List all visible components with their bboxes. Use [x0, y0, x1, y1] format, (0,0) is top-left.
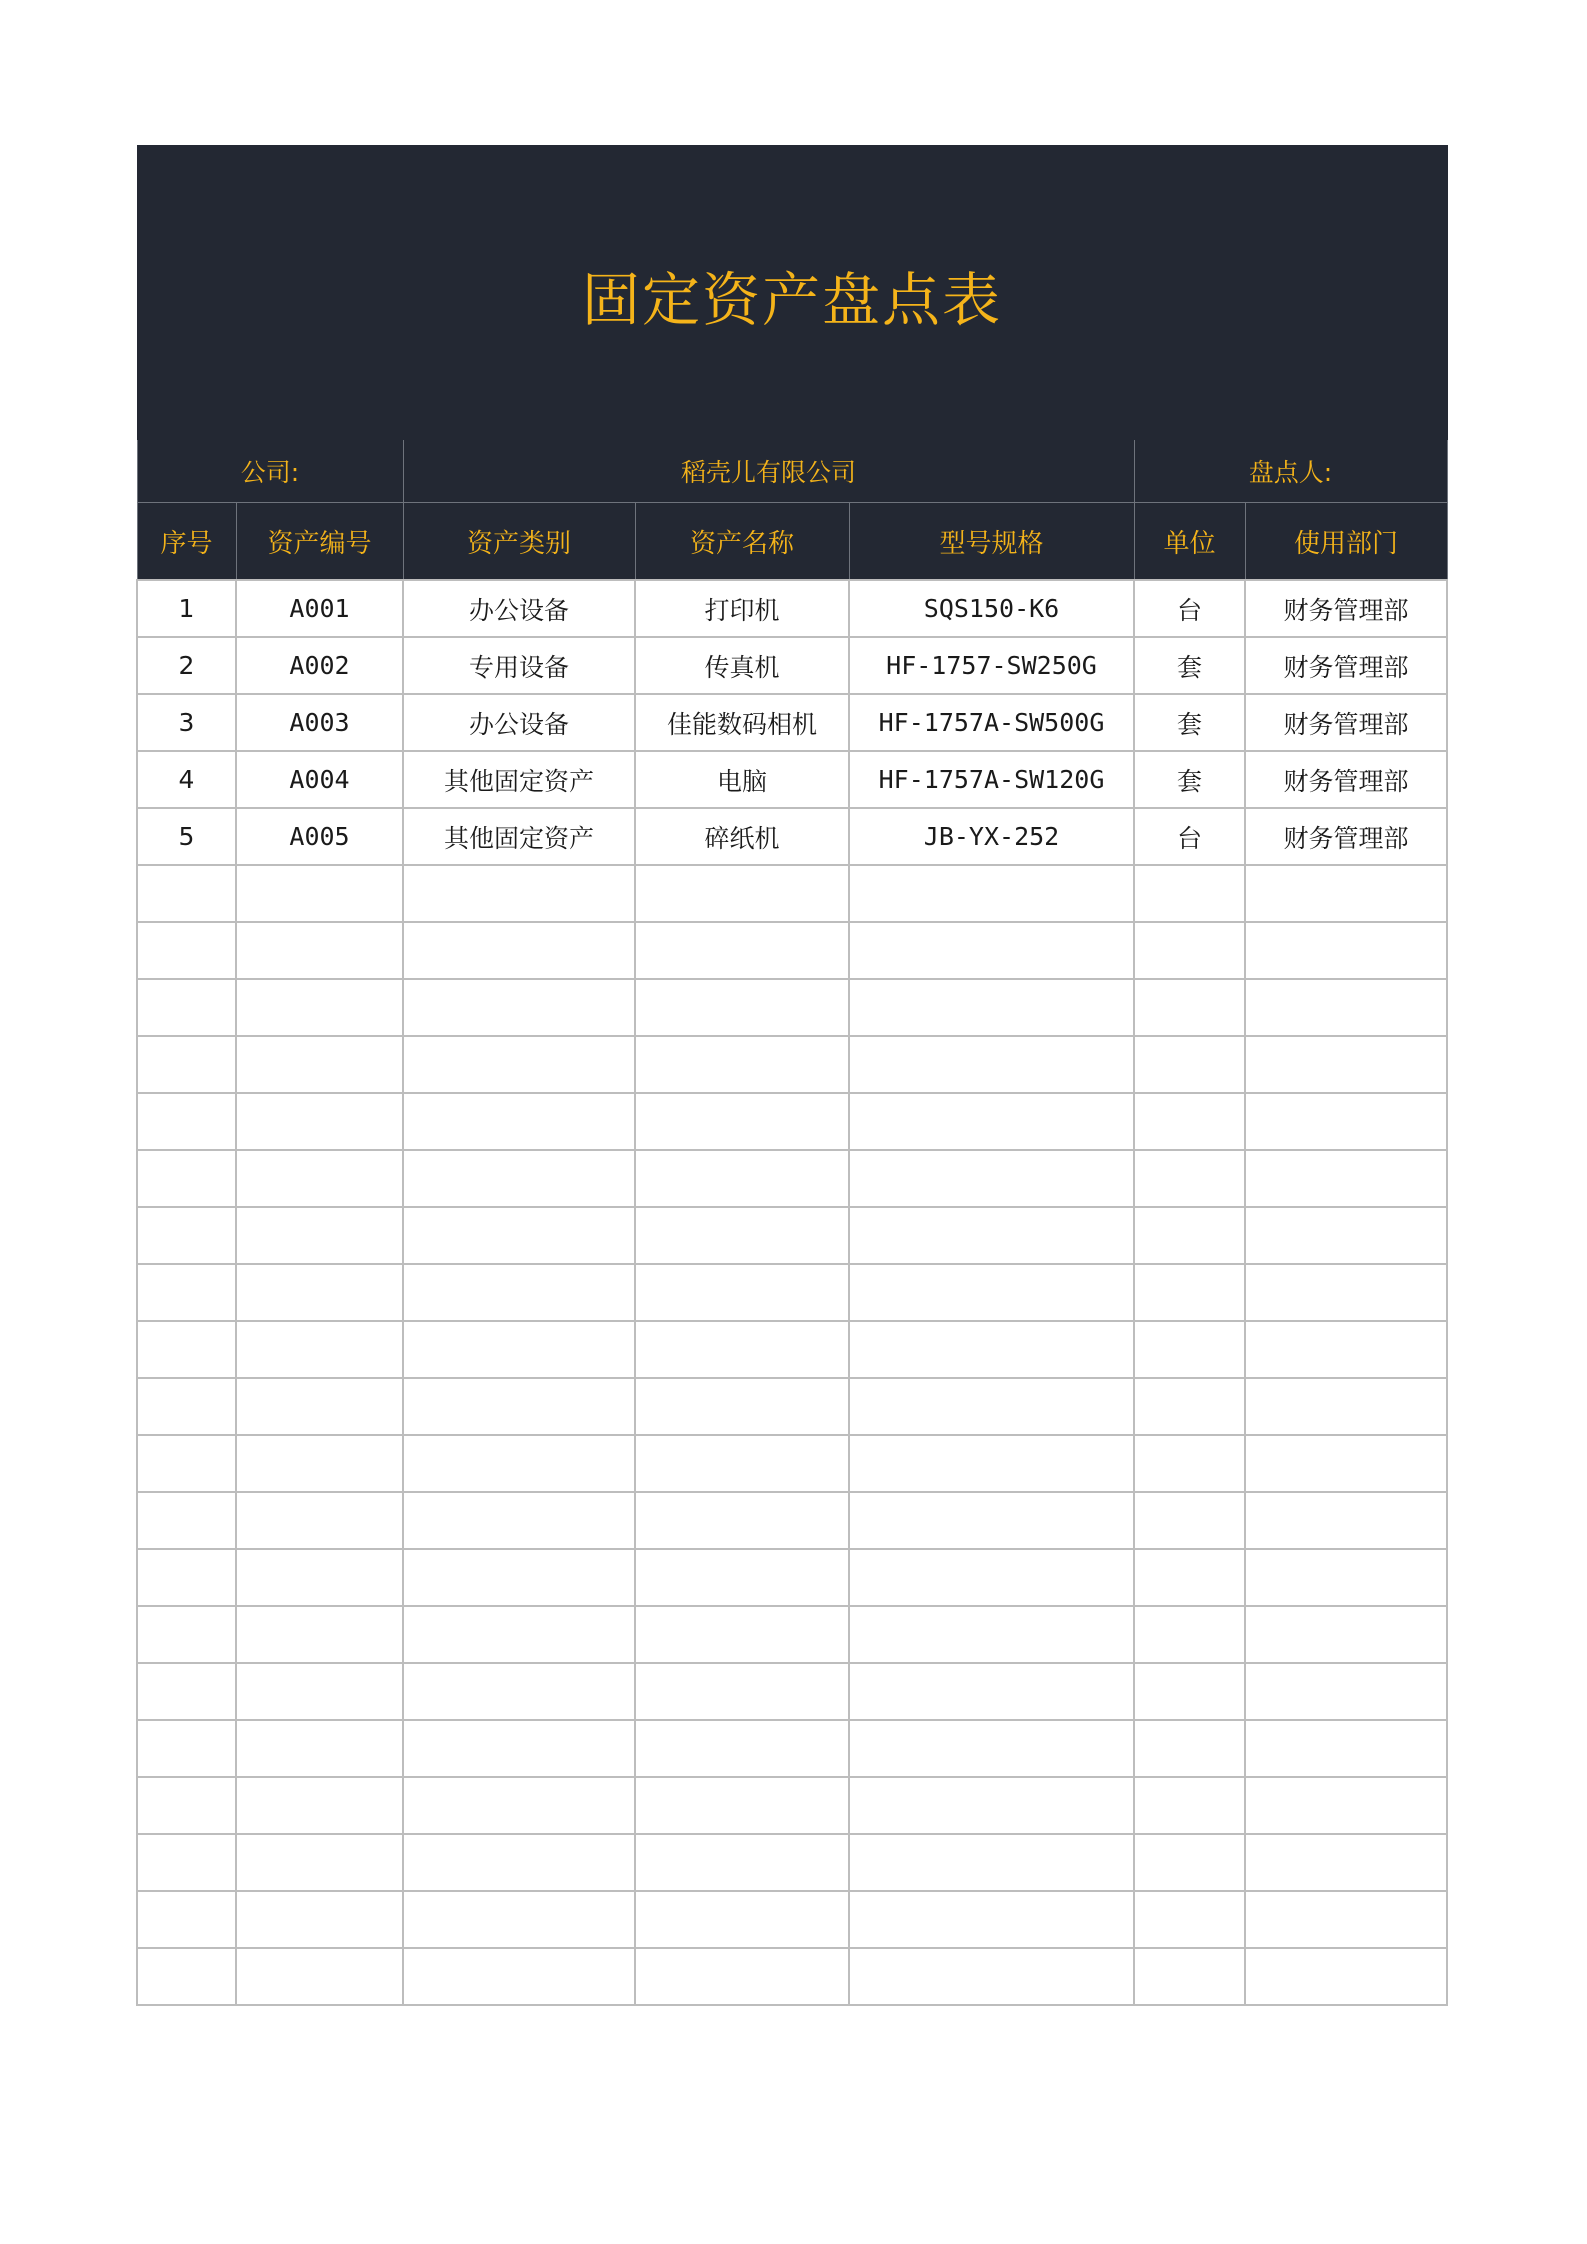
empty-cell[interactable] — [635, 1663, 849, 1720]
empty-cell[interactable] — [849, 1264, 1134, 1321]
cell-category[interactable]: 专用设备 — [403, 637, 635, 694]
column-header-department[interactable]: 使用部门 — [1245, 503, 1447, 581]
empty-cell[interactable] — [236, 1549, 403, 1606]
empty-table-row — [137, 865, 1447, 922]
cell-category[interactable]: 办公设备 — [403, 580, 635, 637]
cell-asset-name[interactable]: 传真机 — [635, 637, 849, 694]
empty-cell[interactable] — [236, 1321, 403, 1378]
empty-cell[interactable] — [1245, 1891, 1447, 1948]
empty-cell[interactable] — [236, 1207, 403, 1264]
cell-category[interactable]: 其他固定资产 — [403, 808, 635, 865]
empty-cell[interactable] — [635, 1435, 849, 1492]
empty-cell[interactable] — [137, 1492, 236, 1549]
empty-cell[interactable] — [1134, 865, 1245, 922]
empty-cell[interactable] — [1245, 979, 1447, 1036]
empty-cell[interactable] — [137, 1663, 236, 1720]
cell-asset-name[interactable]: 电脑 — [635, 751, 849, 808]
cell-model[interactable]: JB-YX-252 — [849, 808, 1134, 865]
empty-cell[interactable] — [1245, 1720, 1447, 1777]
empty-cell[interactable] — [137, 1777, 236, 1834]
column-header-asset-id[interactable]: 资产编号 — [236, 503, 403, 581]
empty-cell[interactable] — [1134, 1834, 1245, 1891]
empty-cell[interactable] — [1134, 1891, 1245, 1948]
cell-asset-id[interactable]: A001 — [236, 580, 403, 637]
empty-cell[interactable] — [849, 1435, 1134, 1492]
cell-unit[interactable]: 台 — [1134, 808, 1245, 865]
column-header-unit[interactable]: 单位 — [1134, 503, 1245, 581]
empty-cell[interactable] — [849, 1663, 1134, 1720]
empty-table-row — [137, 1321, 1447, 1378]
empty-cell[interactable] — [137, 1948, 236, 2005]
empty-cell[interactable] — [1245, 1948, 1447, 2005]
empty-cell[interactable] — [403, 1036, 635, 1093]
cell-asset-id[interactable]: A005 — [236, 808, 403, 865]
cell-department[interactable]: 财务管理部 — [1245, 808, 1447, 865]
company-label[interactable]: 公司: — [137, 440, 403, 503]
empty-cell[interactable] — [1134, 1948, 1245, 2005]
empty-cell[interactable] — [236, 1150, 403, 1207]
empty-cell[interactable] — [1245, 1492, 1447, 1549]
empty-cell[interactable] — [403, 1720, 635, 1777]
cell-model[interactable]: HF-1757A-SW120G — [849, 751, 1134, 808]
empty-table-row — [137, 922, 1447, 979]
empty-cell[interactable] — [1134, 1720, 1245, 1777]
empty-cell[interactable] — [849, 1720, 1134, 1777]
cell-department[interactable]: 财务管理部 — [1245, 751, 1447, 808]
empty-cell[interactable] — [849, 922, 1134, 979]
cell-asset-id[interactable]: A003 — [236, 694, 403, 751]
empty-cell[interactable] — [635, 1549, 849, 1606]
empty-cell[interactable] — [849, 1321, 1134, 1378]
cell-department[interactable]: 财务管理部 — [1245, 580, 1447, 637]
empty-table-row — [137, 1606, 1447, 1663]
empty-cell[interactable] — [236, 1834, 403, 1891]
empty-cell[interactable] — [1134, 1036, 1245, 1093]
empty-table-row — [137, 1948, 1447, 2005]
empty-cell[interactable] — [849, 1777, 1134, 1834]
cell-unit[interactable]: 套 — [1134, 751, 1245, 808]
empty-cell[interactable] — [635, 865, 849, 922]
empty-cell[interactable] — [137, 1549, 236, 1606]
empty-cell[interactable] — [236, 1378, 403, 1435]
column-header-model[interactable]: 型号规格 — [849, 503, 1134, 581]
empty-cell[interactable] — [236, 865, 403, 922]
column-header-row — [137, 503, 1447, 581]
empty-cell[interactable] — [1134, 1663, 1245, 1720]
empty-cell[interactable] — [236, 1948, 403, 2005]
empty-cell[interactable] — [1245, 1036, 1447, 1093]
cell-asset-id[interactable]: A004 — [236, 751, 403, 808]
empty-table-row — [137, 1150, 1447, 1207]
asset-table — [136, 145, 1448, 2006]
empty-cell[interactable] — [635, 922, 849, 979]
empty-cell[interactable] — [236, 922, 403, 979]
empty-cell[interactable] — [403, 1606, 635, 1663]
empty-cell[interactable] — [403, 922, 635, 979]
empty-cell[interactable] — [236, 1891, 403, 1948]
empty-cell[interactable] — [403, 1663, 635, 1720]
empty-table-row — [137, 1663, 1447, 1720]
empty-cell[interactable] — [849, 1891, 1134, 1948]
empty-cell[interactable] — [635, 1834, 849, 1891]
empty-cell[interactable] — [849, 1606, 1134, 1663]
empty-cell[interactable] — [403, 1435, 635, 1492]
empty-table-row — [137, 979, 1447, 1036]
empty-cell[interactable] — [137, 1891, 236, 1948]
empty-cell[interactable] — [849, 1150, 1134, 1207]
empty-cell[interactable] — [849, 1948, 1134, 2005]
empty-cell[interactable] — [1134, 1492, 1245, 1549]
empty-cell[interactable] — [1245, 1834, 1447, 1891]
empty-cell[interactable] — [849, 1549, 1134, 1606]
empty-cell[interactable] — [635, 1777, 849, 1834]
empty-cell[interactable] — [236, 1492, 403, 1549]
empty-cell[interactable] — [137, 1150, 236, 1207]
empty-table-row — [137, 1834, 1447, 1891]
asset-inventory-sheet — [136, 145, 1446, 2006]
empty-cell[interactable] — [403, 1891, 635, 1948]
cell-model[interactable]: HF-1757A-SW500G — [849, 694, 1134, 751]
empty-cell[interactable] — [1134, 1150, 1245, 1207]
sheet-title: 固定资产盘点表 — [582, 265, 1003, 334]
empty-cell[interactable] — [403, 1150, 635, 1207]
cell-department[interactable]: 财务管理部 — [1245, 637, 1447, 694]
empty-cell[interactable] — [137, 1720, 236, 1777]
cell-unit[interactable]: 台 — [1134, 580, 1245, 637]
counter-label[interactable]: 盘点人: — [1134, 440, 1447, 503]
cell-model[interactable]: HF-1757-SW250G — [849, 637, 1134, 694]
empty-cell[interactable] — [1245, 1264, 1447, 1321]
cell-asset-id[interactable]: A002 — [236, 637, 403, 694]
empty-cell[interactable] — [137, 1207, 236, 1264]
empty-cell[interactable] — [635, 1093, 849, 1150]
empty-cell[interactable] — [403, 1777, 635, 1834]
empty-cell[interactable] — [236, 1435, 403, 1492]
empty-cell[interactable] — [403, 1321, 635, 1378]
cell-index[interactable]: 3 — [137, 694, 236, 751]
cell-category[interactable]: 其他固定资产 — [403, 751, 635, 808]
empty-cell[interactable] — [236, 979, 403, 1036]
empty-cell[interactable] — [137, 1093, 236, 1150]
cell-model[interactable]: SQS150-K6 — [849, 580, 1134, 637]
empty-cell[interactable] — [403, 1264, 635, 1321]
empty-table-row — [137, 1093, 1447, 1150]
cell-index[interactable]: 1 — [137, 580, 236, 637]
cell-unit[interactable]: 套 — [1134, 694, 1245, 751]
cell-category[interactable]: 办公设备 — [403, 694, 635, 751]
empty-cell[interactable] — [1245, 1093, 1447, 1150]
empty-cell[interactable] — [236, 1036, 403, 1093]
empty-table-row — [137, 1720, 1447, 1777]
empty-cell[interactable] — [635, 1492, 849, 1549]
empty-cell[interactable] — [236, 1093, 403, 1150]
empty-cell[interactable] — [635, 1207, 849, 1264]
empty-cell[interactable] — [635, 979, 849, 1036]
cell-asset-name[interactable]: 碎纸机 — [635, 808, 849, 865]
empty-cell[interactable] — [403, 1207, 635, 1264]
empty-cell[interactable] — [137, 1435, 236, 1492]
empty-cell[interactable] — [1134, 1378, 1245, 1435]
empty-cell[interactable] — [403, 1948, 635, 2005]
cell-index[interactable]: 4 — [137, 751, 236, 808]
empty-cell[interactable] — [1245, 1606, 1447, 1663]
table-row — [137, 751, 1447, 808]
empty-cell[interactable] — [849, 1093, 1134, 1150]
empty-cell[interactable] — [635, 1606, 849, 1663]
cell-index[interactable]: 2 — [137, 637, 236, 694]
empty-cell[interactable] — [403, 1093, 635, 1150]
table-row — [137, 808, 1447, 865]
empty-table-row — [137, 1435, 1447, 1492]
empty-table-row — [137, 1891, 1447, 1948]
empty-cell[interactable] — [635, 1948, 849, 2005]
table-row — [137, 694, 1447, 751]
empty-cell[interactable] — [137, 865, 236, 922]
empty-cell[interactable] — [849, 1378, 1134, 1435]
empty-cell[interactable] — [1134, 1606, 1245, 1663]
empty-cell[interactable] — [137, 922, 236, 979]
empty-cell[interactable] — [403, 865, 635, 922]
empty-cell[interactable] — [1134, 1777, 1245, 1834]
empty-cell[interactable] — [1245, 1777, 1447, 1834]
empty-cell[interactable] — [1134, 1207, 1245, 1264]
empty-cell[interactable] — [849, 1834, 1134, 1891]
empty-cell[interactable] — [849, 1036, 1134, 1093]
empty-cell[interactable] — [1134, 922, 1245, 979]
empty-cell[interactable] — [403, 979, 635, 1036]
empty-cell[interactable] — [849, 865, 1134, 922]
empty-cell[interactable] — [1245, 1150, 1447, 1207]
empty-cell[interactable] — [1134, 1264, 1245, 1321]
company-value[interactable]: 稻壳儿有限公司 — [403, 440, 1134, 503]
cell-index[interactable]: 5 — [137, 808, 236, 865]
empty-cell[interactable] — [1134, 1435, 1245, 1492]
empty-table-row — [137, 1492, 1447, 1549]
sheet-title-cell[interactable] — [137, 146, 1447, 440]
empty-cell[interactable] — [635, 1150, 849, 1207]
empty-cell[interactable] — [1245, 1663, 1447, 1720]
empty-cell[interactable] — [403, 1549, 635, 1606]
empty-cell[interactable] — [849, 1492, 1134, 1549]
empty-table-row — [137, 1777, 1447, 1834]
empty-cell[interactable] — [1245, 1549, 1447, 1606]
empty-cell[interactable] — [403, 1492, 635, 1549]
empty-cell[interactable] — [1245, 1378, 1447, 1435]
empty-cell[interactable] — [1134, 979, 1245, 1036]
empty-cell[interactable] — [635, 1378, 849, 1435]
empty-cell[interactable] — [137, 1834, 236, 1891]
empty-cell[interactable] — [137, 1606, 236, 1663]
table-row — [137, 637, 1447, 694]
table-body — [137, 580, 1447, 2005]
table-row — [137, 580, 1447, 637]
empty-cell[interactable] — [236, 1264, 403, 1321]
empty-cell[interactable] — [635, 1264, 849, 1321]
empty-cell[interactable] — [635, 1720, 849, 1777]
empty-cell[interactable] — [635, 1891, 849, 1948]
empty-cell[interactable] — [236, 1720, 403, 1777]
column-header-index[interactable]: 序号 — [137, 503, 236, 581]
cell-department[interactable]: 财务管理部 — [1245, 694, 1447, 751]
empty-cell[interactable] — [635, 1321, 849, 1378]
empty-cell[interactable] — [849, 979, 1134, 1036]
empty-table-row — [137, 1036, 1447, 1093]
empty-cell[interactable] — [1245, 1435, 1447, 1492]
empty-cell[interactable] — [236, 1777, 403, 1834]
empty-cell[interactable] — [137, 1321, 236, 1378]
empty-cell[interactable] — [1245, 1207, 1447, 1264]
empty-cell[interactable] — [1134, 1549, 1245, 1606]
cell-asset-name[interactable]: 打印机 — [635, 580, 849, 637]
empty-cell[interactable] — [137, 1036, 236, 1093]
empty-cell[interactable] — [1245, 922, 1447, 979]
empty-cell[interactable] — [1134, 1093, 1245, 1150]
empty-table-row — [137, 1264, 1447, 1321]
cell-asset-name[interactable]: 佳能数码相机 — [635, 694, 849, 751]
empty-cell[interactable] — [1134, 1321, 1245, 1378]
empty-table-row — [137, 1207, 1447, 1264]
column-header-category[interactable]: 资产类别 — [403, 503, 635, 581]
empty-cell[interactable] — [137, 979, 236, 1036]
empty-cell[interactable] — [403, 1834, 635, 1891]
empty-table-row — [137, 1549, 1447, 1606]
empty-cell[interactable] — [635, 1036, 849, 1093]
empty-cell[interactable] — [236, 1663, 403, 1720]
meta-row — [137, 440, 1447, 503]
empty-cell[interactable] — [1245, 1321, 1447, 1378]
empty-cell[interactable] — [1245, 865, 1447, 922]
empty-cell[interactable] — [137, 1378, 236, 1435]
empty-cell[interactable] — [137, 1264, 236, 1321]
column-header-asset-name[interactable]: 资产名称 — [635, 503, 849, 581]
empty-cell[interactable] — [236, 1606, 403, 1663]
cell-unit[interactable]: 套 — [1134, 637, 1245, 694]
empty-table-row — [137, 1378, 1447, 1435]
empty-cell[interactable] — [849, 1207, 1134, 1264]
empty-cell[interactable] — [403, 1378, 635, 1435]
